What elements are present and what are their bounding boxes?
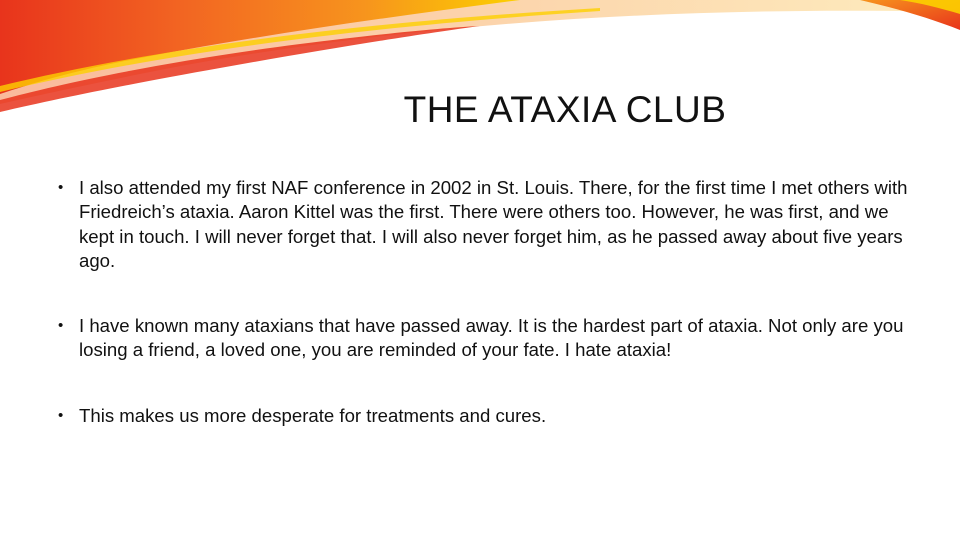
bullet-marker: • <box>58 406 64 424</box>
slide-title: THE ATAXIA CLUB <box>403 89 727 130</box>
bullet-marker: • <box>58 317 64 335</box>
bullet-item <box>58 176 908 273</box>
bullet-marker: • <box>58 179 64 196</box>
bullet-item <box>58 404 908 428</box>
bullet-text: I have known many ataxians that have passed away. It is the hardest part of ataxia. Not only are you losing a friend, a loved one, you are reminded of your fate. I hate ataxia! <box>79 315 904 361</box>
bullet-item <box>58 314 908 363</box>
bullet-text: I also attended my first NAF conference in 2002 in St. Louis. There, for the first time I met others with Friedreich’s ataxia. Aaron Kittel was the first. There were others too. However, he was first, and we kept in touch. I will never forget that. I will also never forget him, as he passed away about five years ago. <box>79 177 908 271</box>
bullet-text: This makes us more desperate for treatments and cures. <box>79 404 547 426</box>
bullet-list <box>58 176 908 428</box>
